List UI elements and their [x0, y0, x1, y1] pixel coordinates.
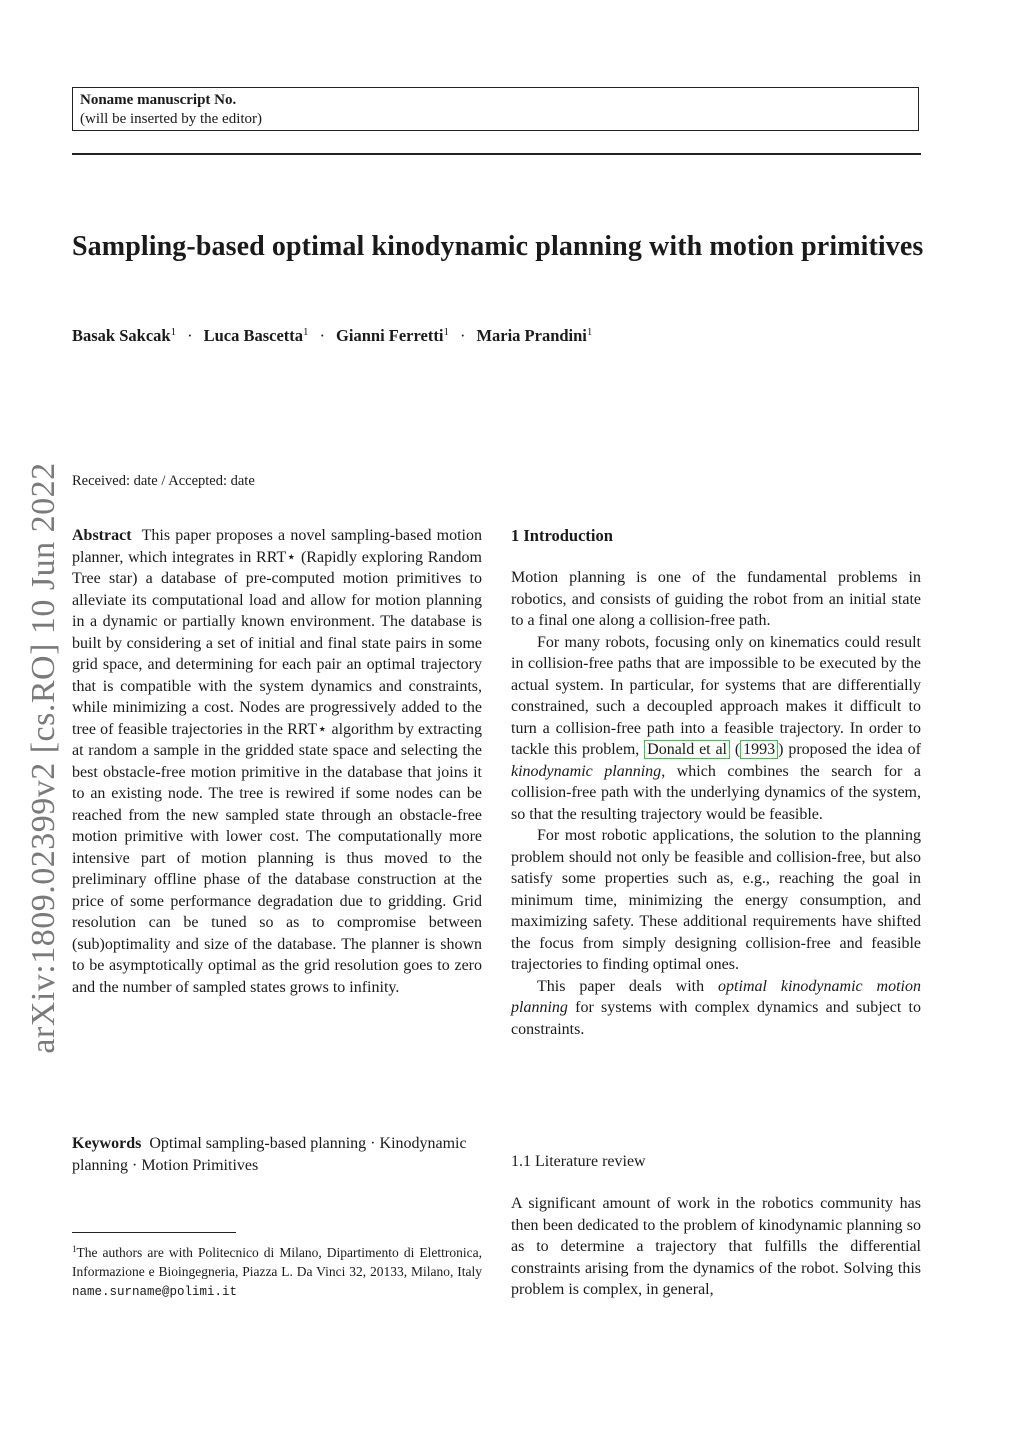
intro-paragraph: For many robots, focusing only on kinematics could result in collision-free paths that are impossible to be executed by the actual system. In particular, for systems that are differentially constrained, such a decoupled approach makes it difficult to turn a collision-free path into a feasible trajectory. In order to tackle this problem, Donald et al ( 1993 ) proposed the idea of kinodynamic planning, which combines the search for a collision-free path with the underlying dynamics of the system, so that the resulting trajectory would be feasible. [511, 633, 922, 823]
author-affiliation: 1 [170, 326, 177, 338]
intro-paragraph: For most robotic applications, the solution to the planning problem should not only be feasible and collision-free, but also satisfy some properties such as, e.g., reaching the goal in minimum time, minimizing the energy consumption, and maximizing safety. These additional requirements have shifted the focus from simply designing collision-free and feasible trajectories to finding optimal ones. [511, 827, 921, 973]
intro-text: This paper deals with [537, 977, 719, 995]
abstract-text: This paper proposes a novel sampling-based motion planner, which integrates in RRT⋆ (Rapidly exploring Random Tree star) a database of pre-computed motion primitives to alleviate its computational load and allow for motion planning in a dynamic or partially known environment. The database is built by considering a set of initial and final state pairs in some grid space, and determining for each pair an optimal trajectory that is compatible with the system dynamics and constraints, while minimizing a cost. Nodes are progressively added to the tree of feasible trajectories in the RRT⋆ algorithm by extracting at random a sample in the gridded state space and selecting the best obstacle-free motion primitive in the database that joins it to an existing node. The tree is rewired if some nodes can be reached from the new sampled state through an obstacle-free motion primitive with lower cost. The computationally more intensive part of motion planning is thus moved to the preliminary offline phase of the database construction at the price of some performance degradation due to gridding. Grid resolution can be tuned so as to compromise between (sub)optimality and size of the database. The planner is shown to be asymptotically optimal as the grid resolution goes to zero and the number of sampled states grows to infinity. [72, 527, 482, 996]
received-date: Received: date / Accepted: date [72, 473, 255, 489]
footnote-email: name.surname@polimi.it [72, 1285, 238, 1299]
manuscript-box [72, 87, 919, 131]
author-affiliation: 1 [443, 326, 449, 338]
section-heading-introduction: 1 Introduction [511, 526, 613, 545]
intro-text: , which combines the search for a collision-free path with the underlying dynamics of the system, so that the resulting trajectory would be feasible. [511, 762, 922, 823]
intro-emphasis: optimal kinodynamic motion planning [511, 977, 922, 1016]
footnote-rule [72, 1232, 236, 1233]
citation-link-year[interactable]: 1993 [740, 740, 778, 759]
intro-emphasis: kinodynamic planning [511, 762, 662, 780]
author-name: Maria Prandini [476, 326, 587, 345]
author-list [72, 320, 932, 348]
manuscript-number: Noname manuscript No. [80, 92, 237, 108]
intro-paragraph [511, 976, 921, 1041]
keywords [72, 1133, 482, 1176]
author-name: Luca Bascetta [203, 326, 304, 345]
arxiv-stamp: arXiv:1809.02399v2 [cs.RO] 10 Jun 2022 [25, 462, 62, 1054]
author-separator: · [319, 326, 326, 345]
footnote-text: The authors are with Politecnico di Milano, Dipartimento di Elettronica, Informazione e Bioingegneria, Piazza L. Da Vinci 32, 20133, Milano, Italy [72, 1245, 482, 1279]
manuscript-note: (will be inserted by the editor) [80, 111, 263, 127]
paper-title: Sampling-based optimal kinodynamic planning with motion primitives [72, 231, 924, 262]
author-affiliation: 1 [303, 326, 309, 338]
introduction-body [511, 567, 921, 1040]
author-separator: · [459, 326, 466, 345]
intro-text: For many robots, focusing only on kinematics could result in collision-free paths that are impossible to be executed by the actual system. In particular, for systems that are differentially constrained, such a decoupled approach makes it difficult to turn a collision-free path into a feasible trajectory. In order to tackle this problem, [511, 633, 921, 758]
keywords-heading: Keywords [72, 1135, 142, 1152]
subsection-heading-literature-review: 1.1 Literature review [511, 1153, 646, 1170]
keywords-text: Optimal sampling-based planning · Kinodynamic planning · Motion Primitives [72, 1135, 467, 1174]
footnote [72, 1240, 482, 1302]
author-affiliation: 1 [586, 326, 593, 338]
intro-paragraph: Motion planning is one of the fundamental problems in robotics, and consists of guiding the robot from an initial state to a final one along a collision-free path. [511, 569, 921, 629]
footnote-mark: 1 [72, 1244, 77, 1254]
abstract [72, 525, 482, 998]
header-rule [72, 153, 921, 155]
author-separator: · [187, 326, 193, 345]
abstract-heading: Abstract [72, 527, 132, 544]
literature-review-body: A significant amount of work in the robotics community has then been dedicated to the problem of kinodynamic planning so as to determine a trajectory that fulfills the differential constraints arising from the dynamics of the robot. Solving this problem is complex, in general, [511, 1195, 921, 1298]
intro-text: for systems with complex dynamics and subject to constraints. [511, 999, 921, 1038]
intro-text: proposed the idea of [783, 741, 922, 758]
author-name: Basak Sakcak [72, 326, 171, 345]
author-name: Gianni Ferretti [336, 326, 444, 345]
citation-link-author[interactable]: Donald et al [644, 740, 730, 759]
